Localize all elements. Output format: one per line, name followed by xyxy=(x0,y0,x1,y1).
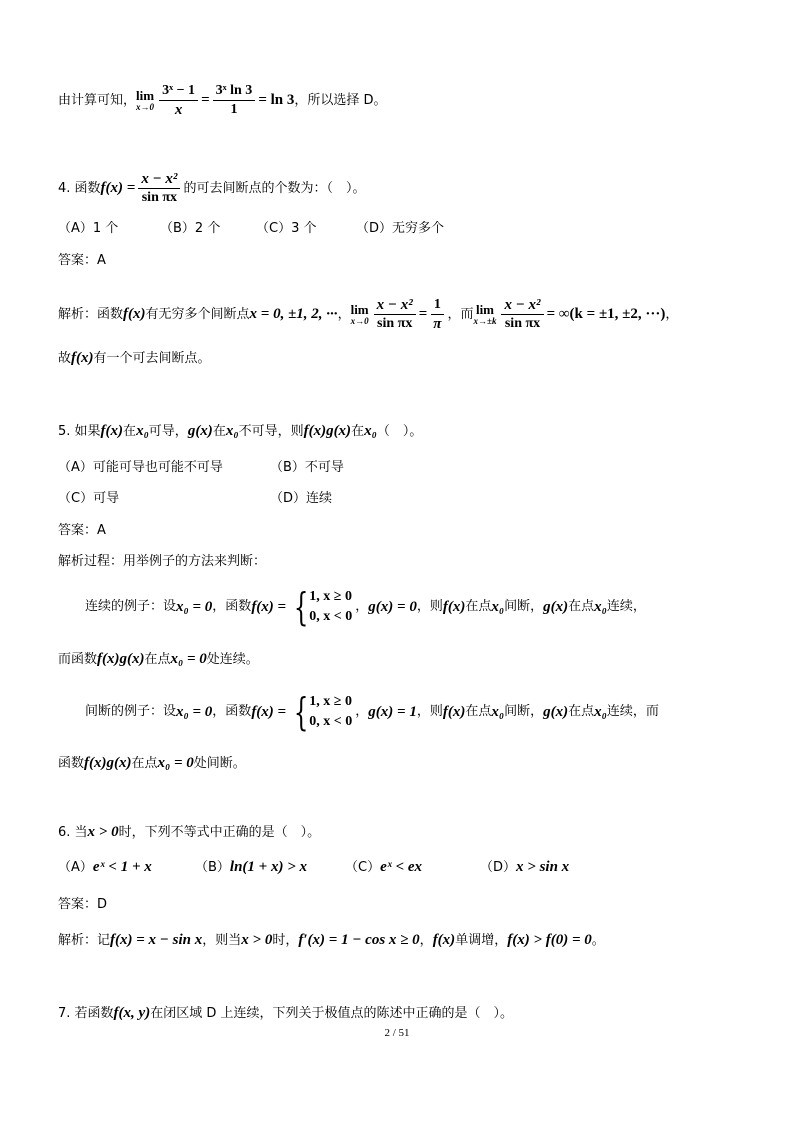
piecewise: { 1, x ≥ 0 0, x < 0 xyxy=(293,585,353,629)
limit: lim x→0 xyxy=(136,88,155,112)
q4-option-b: （B）2 个 xyxy=(160,221,221,236)
example-discontinuous-line2: 函数f(x)g(x)在点x₀ = 0处间断。 xyxy=(58,755,246,771)
q6-stem: 6. 当x > 0时，下列不等式中正确的是（ ）。 xyxy=(58,824,321,840)
q4-option-c: （C）3 个 xyxy=(256,221,317,236)
q5-process: 解析过程：用举例子的方法来判断： xyxy=(58,554,267,569)
q6-option-b: （B）ln(1 + x) > x xyxy=(195,859,308,875)
q5-option-b: （B）不可导 xyxy=(270,460,344,475)
example-continuous: 连续的例子：设 x₀ = 0 ，函数 f(x) = { 1, x ≥ 0 0, x < 0 ， g(x) = 0 ，则 f(x) 在点 x₀ 间断， g(x) 在点 x₀ 连续， xyxy=(85,585,646,629)
q7-stem: 7. 若函数f(x, y)在闭区域 D 上连续，下列关于极值点的陈述中正确的是（ ）。 xyxy=(58,1005,513,1021)
q4-option-d: （D）无穷多个 xyxy=(356,221,445,236)
page-number: 2 / 51 xyxy=(384,1027,410,1039)
fraction: $\frac{\text{3ˣ − 1}}{x}$ xyxy=(159,82,198,119)
example-continuous-line2: 而函数f(x)g(x)在点x₀ = 0处连续。 xyxy=(58,651,259,667)
q4-option-a: （A）1 个 xyxy=(58,221,119,236)
q5-option-a: （A）可能可导也可能不可导 xyxy=(58,460,223,475)
fraction: $\frac{\text{x − x²}}{\text{sin πx}}$ xyxy=(374,296,416,333)
q5-stem: 5. 如果f(x)在x₀可导，g(x)在x₀不可导，则f(x)g(x)在x₀（ ）。 xyxy=(58,423,423,439)
q6-answer: 答案：D xyxy=(58,897,108,912)
limit: lim x→±k xyxy=(473,302,497,326)
q6-option-c: （C）eˣ < ex xyxy=(345,859,423,875)
fraction: $\frac{\text{x − x²}}{\text{sin πx}}$ xyxy=(501,296,543,333)
example-discontinuous: 间断的例子：设 x₀ = 0 ，函数 f(x) = { 1, x ≥ 0 0, x < 0 ， g(x) = 1 ，则 f(x) 在点 x₀ 间断， g(x) 在点 x₀ 连续，而 xyxy=(85,690,659,734)
fraction: $\frac{\text{3ˣ ln 3}}{1}$ xyxy=(213,82,256,119)
q4-answer: 答案：A xyxy=(58,253,106,268)
q4-stem: 4. 函数f(x) = $\frac{\text{x − x²}}{\text{sin πx}}$ 的可去间断点的个数为：（ ）。 xyxy=(58,171,366,205)
limit: lim x→0 xyxy=(350,302,369,326)
fraction: $\frac{\text{x − x²}}{\text{sin πx}}$ xyxy=(138,170,180,207)
q6-option-a: （A）eˣ < 1 + x xyxy=(58,859,152,875)
q6-option-d: （D）x > sin x xyxy=(480,859,570,875)
q6-analysis: 解析：记f(x) = x − sin x，则当x > 0时，f′(x) = 1 − cos x ≥ 0，f(x)单调增，f(x) > f(0) = 0。 xyxy=(58,932,605,948)
q5-option-d: （D）连续 xyxy=(270,491,333,506)
q4-analysis: 解析：函数f(x)有无穷多个间断点x = 0, ±1, 2, ···， lim x→0 $\frac{\text{x − x²}}{\text{sin πx}}$ = $\frac{1}{\pi}$ ，而 lim x→±k $\frac{\text{x − x²}}{\text{sin πx}}$ = ∞(k = ±1, ±2, ···)， xyxy=(58,297,679,332)
q3-line: 由计算可知， lim x→0 $\frac{\text{3ˣ − 1}}{x}$ = $\frac{\text{3ˣ ln 3}}{1}$ = ln 3，所以选择 D。 xyxy=(58,83,387,118)
q5-answer: 答案：A xyxy=(58,523,106,538)
q5-option-c: （C）可导 xyxy=(58,491,120,506)
fraction: $\frac{1}{\pi}$ xyxy=(430,296,444,333)
piecewise: { 1, x ≥ 0 0, x < 0 xyxy=(293,690,353,734)
q4-conclusion: 故f(x)有一个可去间断点。 xyxy=(58,350,211,366)
